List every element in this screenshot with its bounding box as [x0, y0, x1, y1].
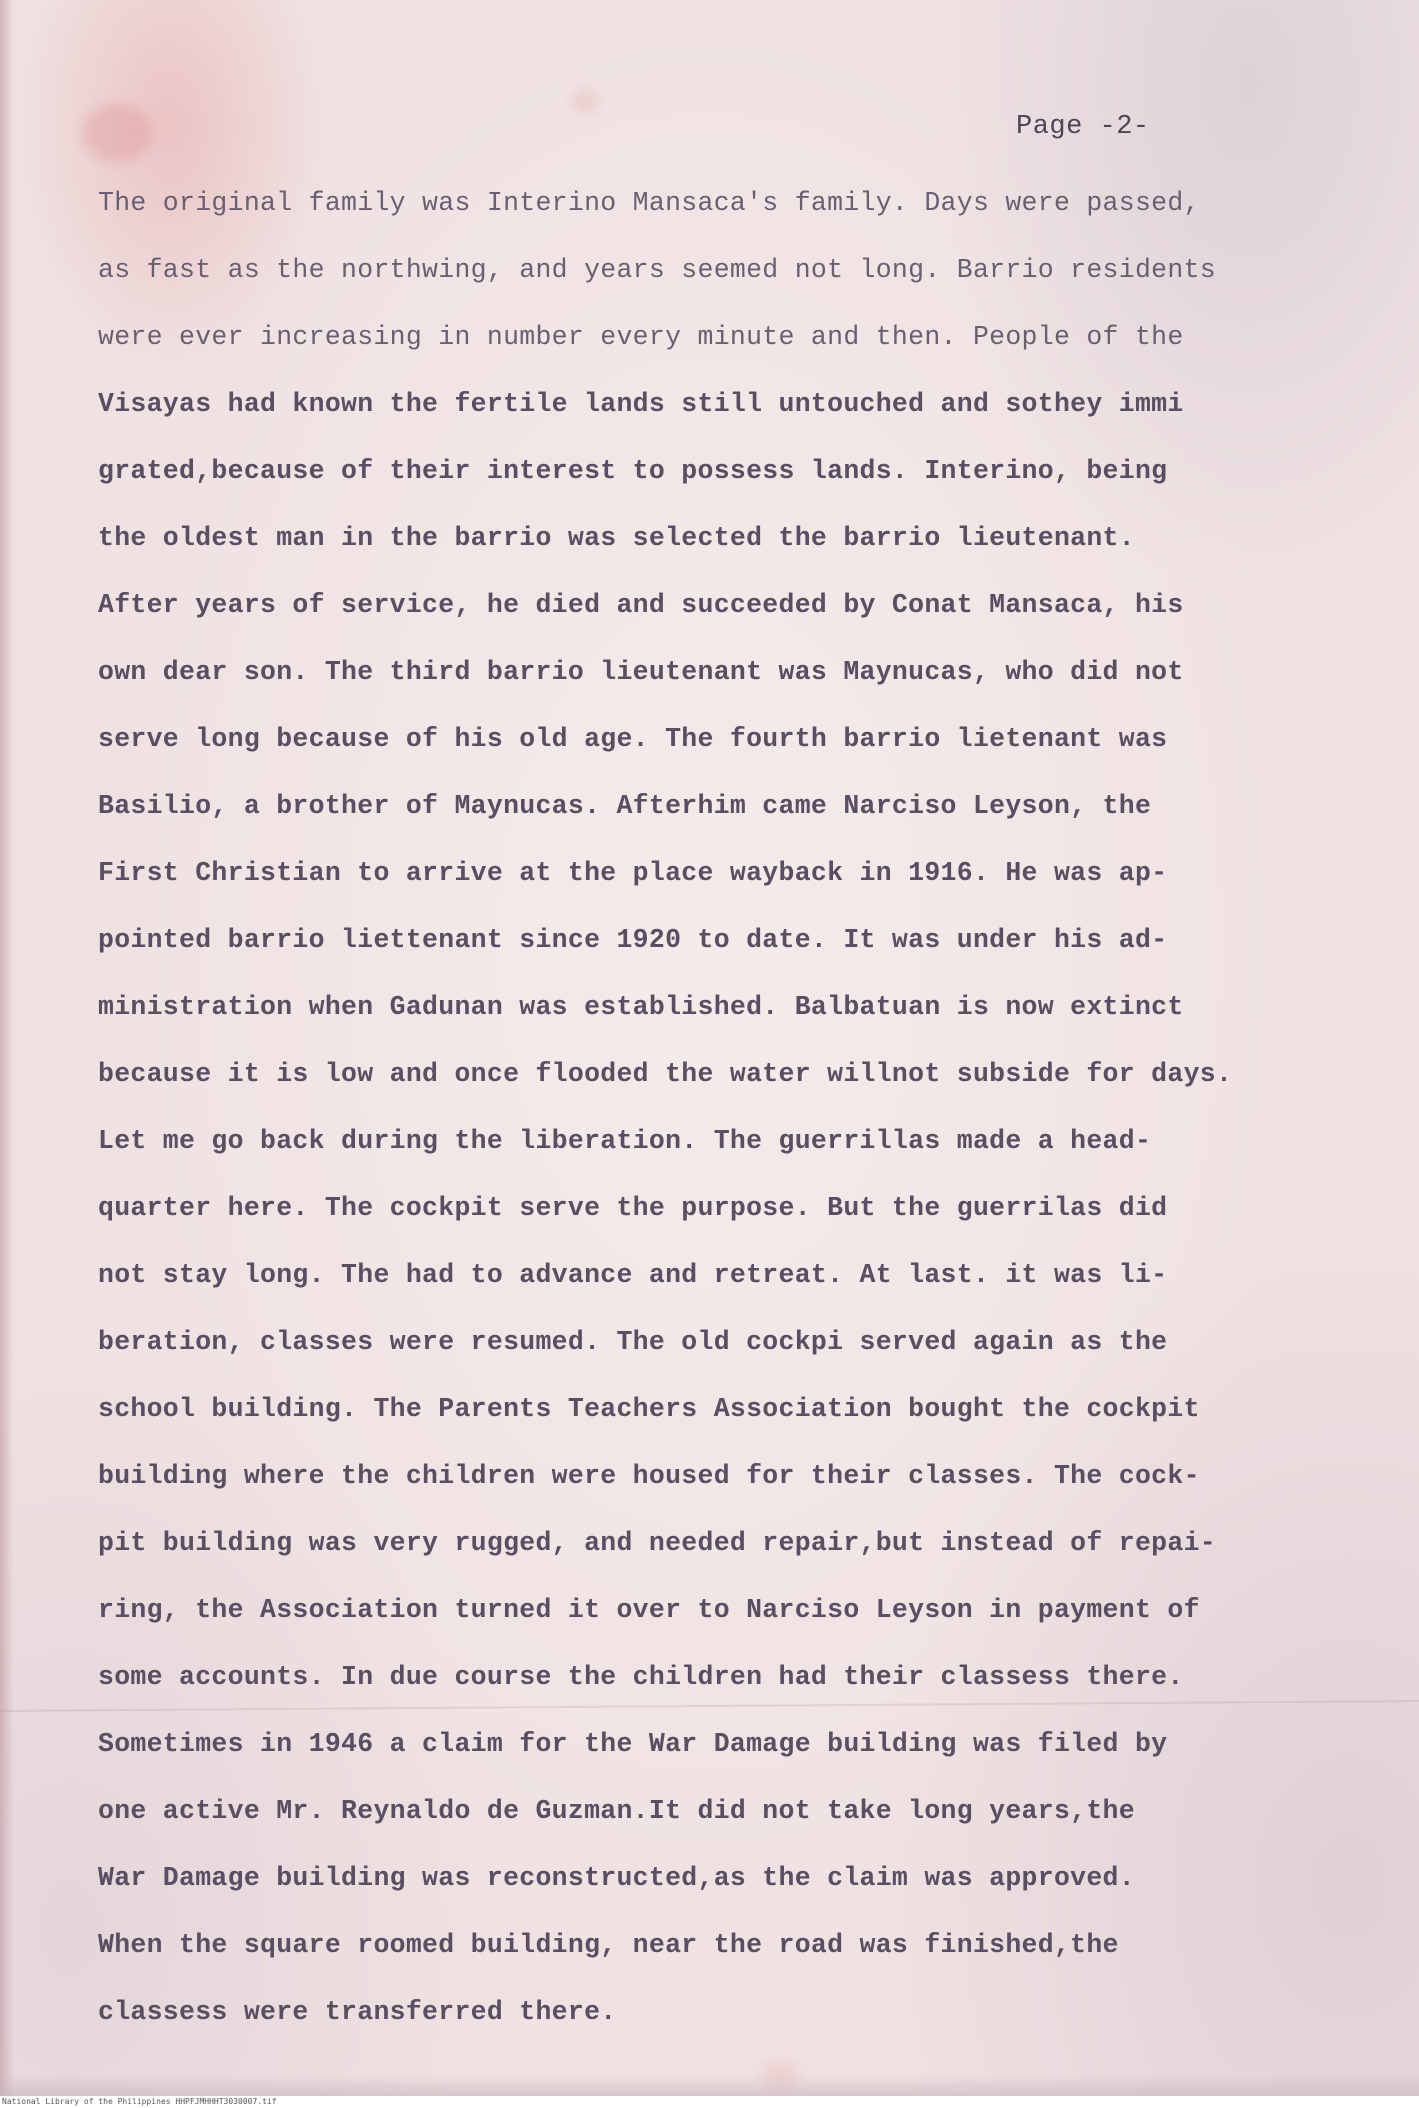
text-line: were ever increasing in number every minute and then. People of the: [98, 322, 1184, 352]
text-line: school building. The Parents Teachers Association bought the cockpit: [98, 1394, 1200, 1424]
text-line: classess were transferred there.: [98, 1997, 617, 2027]
text-line: When the square roomed building, near the road was finished,the: [98, 1930, 1119, 1960]
text-line: ministration when Gadunan was established. Balbatuan is now extinct: [98, 992, 1184, 1022]
text-line: Basilio, a brother of Maynucas. Afterhim came Narciso Leyson, the: [98, 791, 1152, 821]
text-line: The original family was Interino Mansaca's family. Days were passed,: [98, 188, 1200, 218]
text-line: serve long because of his old age. The fourth barrio lietenant was: [98, 724, 1168, 754]
text-line: some accounts. In due course the children had their classess there.: [98, 1662, 1184, 1692]
text-line: one active Mr. Reynaldo de Guzman.It did not take long years,the: [98, 1796, 1135, 1826]
text-line: because it is low and once flooded the water willnot subside for days.: [98, 1059, 1233, 1089]
ink-stain: [570, 88, 600, 114]
page-number: Page -2-: [1016, 112, 1150, 142]
text-line: ring, the Association turned it over to Narciso Leyson in payment of: [98, 1595, 1200, 1625]
text-line: First Christian to arrive at the place wayback in 1916. He was ap-: [98, 858, 1168, 888]
text-line: Let me go back during the liberation. The guerrillas made a head-: [98, 1126, 1152, 1156]
text-line: Visayas had known the fertile lands still untouched and sothey immi: [98, 389, 1184, 419]
text-line: grated,because of their interest to possess lands. Interino, being: [98, 456, 1168, 486]
ink-stain: [82, 104, 152, 162]
text-line: as fast as the northwing, and years seemed not long. Barrio residents: [98, 255, 1216, 285]
text-line: building where the children were housed for their classes. The cock-: [98, 1461, 1200, 1491]
scan-source-caption: National Library of the Philippines HHPFJMHHHT3030007.tif: [2, 2097, 277, 2106]
text-line: the oldest man in the barrio was selected the barrio lieutenant.: [98, 523, 1135, 553]
text-line: beration, classes were resumed. The old cockpi served again as the: [98, 1327, 1168, 1357]
typed-body-text: [98, 170, 1298, 2046]
text-line: After years of service, he died and succeeded by Conat Mansaca, his: [98, 590, 1184, 620]
text-line: own dear son. The third barrio lieutenant was Maynucas, who did not: [98, 657, 1184, 687]
text-line: Sometimes in 1946 a claim for the War Damage building was filed by: [98, 1729, 1168, 1759]
text-line: War Damage building was reconstructed,as the claim was approved.: [98, 1863, 1135, 1893]
text-line: pointed barrio liettenant since 1920 to date. It was under his ad-: [98, 925, 1168, 955]
text-line: quarter here. The cockpit serve the purpose. But the guerrilas did: [98, 1193, 1168, 1223]
ink-stain: [760, 2060, 800, 2090]
text-line: pit building was very rugged, and needed repair,but instead of repai-: [98, 1528, 1216, 1558]
text-line: not stay long. The had to advance and retreat. At last. it was li-: [98, 1260, 1168, 1290]
